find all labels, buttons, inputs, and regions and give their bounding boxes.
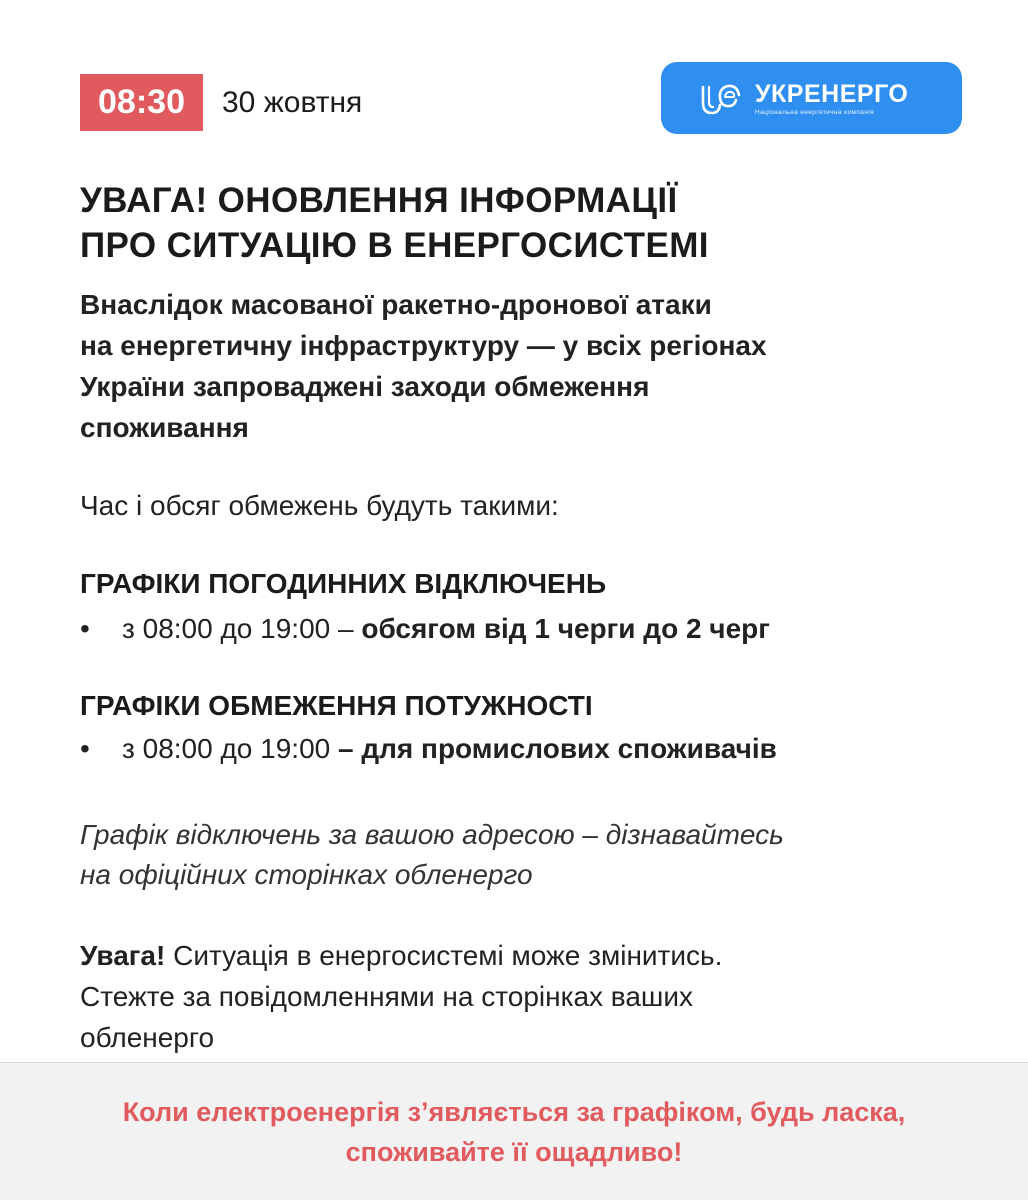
logo-name: УКРЕНЕРГО [755,80,909,108]
section-title-hourly-outages: ГРАФІКИ ПОГОДИННИХ ВІДКЛЮЧЕНЬ [80,568,607,599]
warning-line-2: Стежте за повідомленнями на сторінках ваших [80,981,694,1012]
footer-line-1: Коли електроенергія з’являється за графіком, будь ласка, [122,1097,906,1127]
time-range: з 08:00 до 19:00 [122,733,339,764]
date-text: 30 жовтня [222,86,363,119]
address-schedule-note [80,815,980,895]
time-range: з 08:00 до 19:00 – [122,613,362,644]
lead-line-4: споживання [80,412,249,443]
warning-line-1: Ситуація в енергосистемі може змінитись. [165,940,723,971]
ukrenergo-logo [661,62,962,134]
warning-paragraph [80,935,980,1058]
note-line-2: на офіційних сторінках обленерго [80,859,533,890]
logo-subtitle: Національна енергетична компанія [755,109,875,116]
lead-line-2: на енергетичну інфраструктуру — у всіх регіонах [80,330,767,361]
warning-label: Увага! [80,940,166,971]
headline-line-2: ПРО СИТУАЦІЮ В ЕНЕРГОСИСТЕМІ [80,226,709,265]
headline [80,178,960,268]
lead-line-3: України запроваджені заходи обмеження [80,371,650,402]
time-badge [80,74,203,131]
bullet: • [80,733,90,764]
warning-line-3: обленерго [80,1022,215,1053]
intro-text: Час і обсяг обмежень будуть такими: [80,490,559,521]
ukrenergo-logo-icon [699,81,743,117]
detail-text: – для промислових споживачів [338,733,777,764]
section-title-power-limits: ГРАФІКИ ОБМЕЖЕННЯ ПОТУЖНОСТІ [80,690,593,721]
lead-paragraph [80,284,980,448]
note-line-1: Графік відключень за вашою адресою – дізнавайтесь [80,819,784,850]
bullet: • [80,613,90,644]
list-item-hourly-outages [80,613,770,645]
footer-line-2: споживайте її ощадливо! [345,1137,683,1167]
list-item-power-limits [80,733,777,765]
footer-message [14,1092,1014,1172]
time-text: 08:30 [98,83,185,121]
detail-text: обсягом від 1 черги до 2 черг [361,613,770,644]
lead-line-1: Внаслідок масованої ракетно-дронової атаки [80,289,712,320]
footer-divider [0,1062,1028,1063]
headline-line-1: УВАГА! ОНОВЛЕННЯ ІНФОРМАЦІЇ [80,181,678,220]
